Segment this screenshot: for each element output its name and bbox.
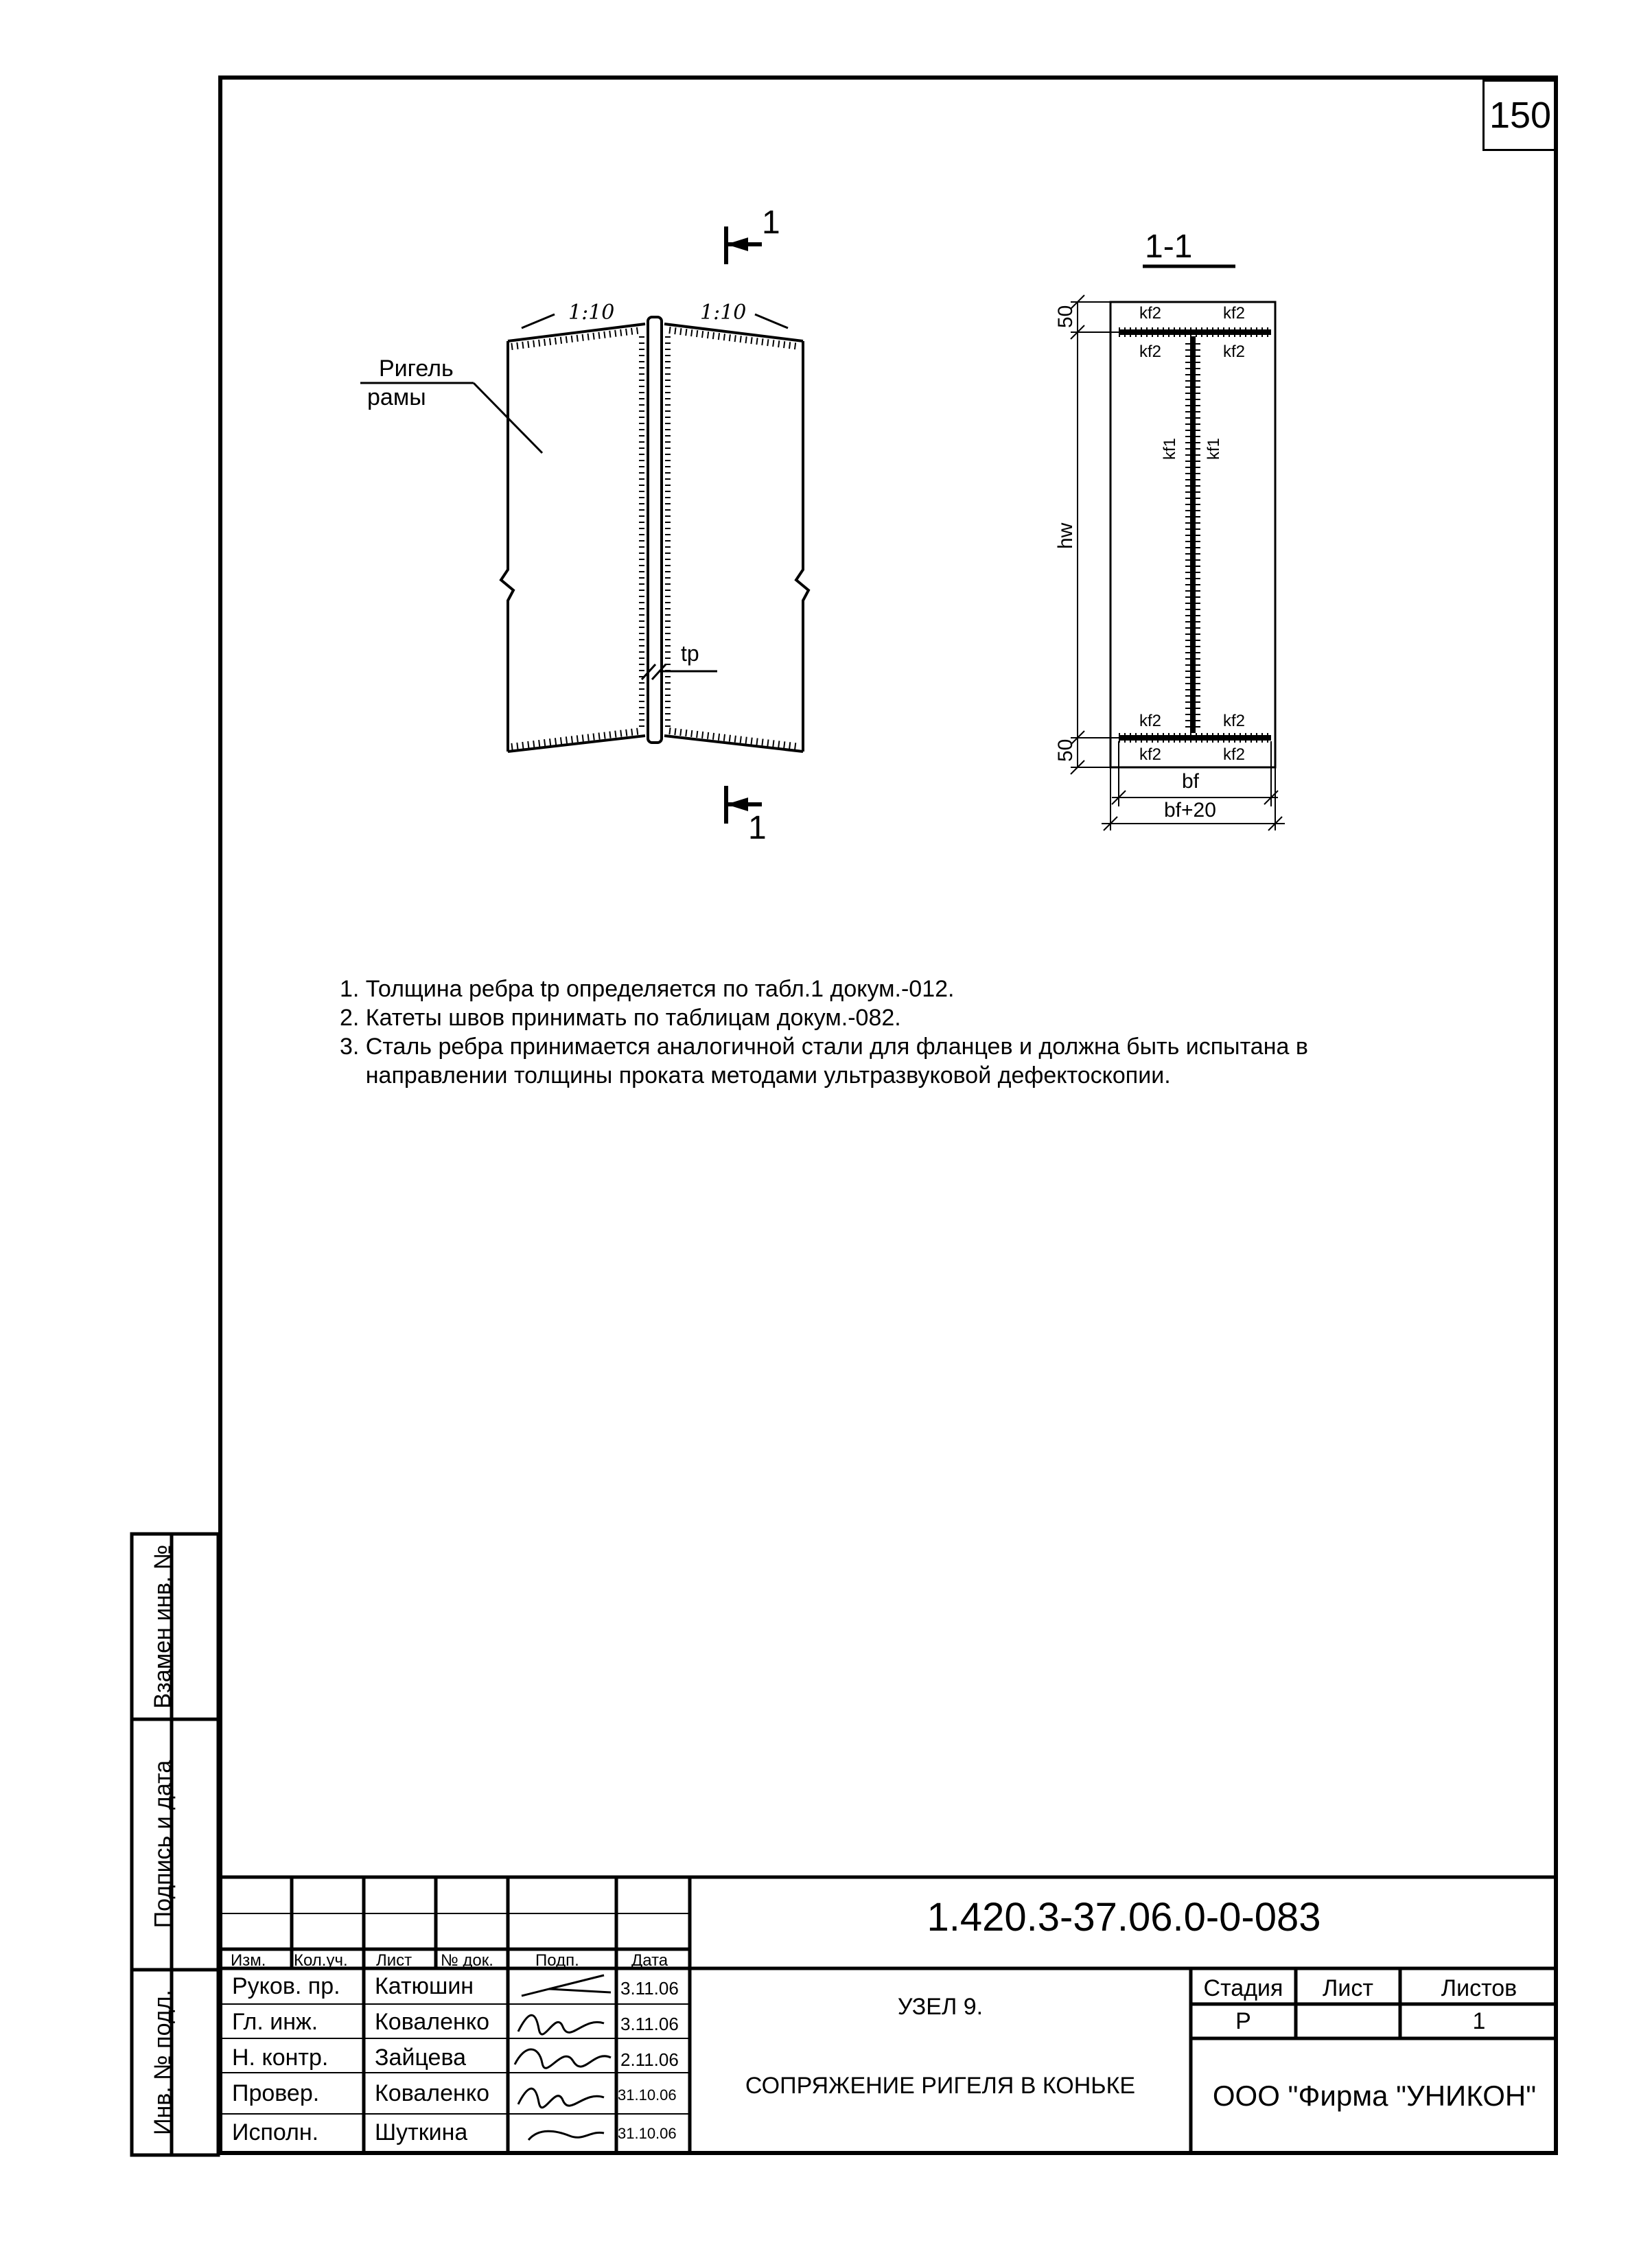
hdr-ndok: № док. <box>441 1951 493 1970</box>
row-2-role: Гл. инж. <box>232 2009 318 2035</box>
stage-value: Р <box>1235 2008 1251 2034</box>
signature-4 <box>518 2088 604 2108</box>
title-line-2: СОПРЯЖЕНИЕ РИГЕЛЯ В КОНЬКЕ <box>745 2073 1136 2099</box>
hdr-kol: Кол.уч. <box>294 1951 348 1970</box>
signature-5 <box>528 2131 604 2140</box>
section-mark-bottom-label: 1 <box>748 810 767 846</box>
slope-left: 1:10 <box>568 301 615 325</box>
dim-bf: bf <box>1182 770 1200 793</box>
section-title: 1-1 <box>1145 229 1193 265</box>
title-line-1: УЗЕЛ 9. <box>897 1994 984 2020</box>
row-4-name: Коваленко <box>375 2080 489 2106</box>
note-2: 2. Катеты швов принимать по таблицам докум.-082. <box>340 1005 901 1031</box>
label-rigel-1: Ригель <box>379 356 454 382</box>
signature-1 <box>522 1975 611 1996</box>
stage-label: Стадия <box>1203 1975 1283 2001</box>
side-podpis: Подпись и дата <box>150 1760 176 1929</box>
kf2-4: kf2 <box>1223 342 1246 361</box>
kf1-2: kf1 <box>1205 437 1223 460</box>
side-vzamen: Взамен инв. № <box>150 1544 176 1709</box>
row-5-role: Исполн. <box>232 2119 319 2145</box>
note-1: 1. Толщина ребра tp определяется по табл.1 докум.-012. <box>340 976 955 1002</box>
kf2-5: kf2 <box>1139 712 1162 730</box>
sheet-label: Лист <box>1323 1975 1373 2001</box>
hdr-data: Дата <box>631 1951 668 1970</box>
row-3-name: Зайцева <box>375 2045 467 2071</box>
dim-50-top: 50 <box>1054 305 1077 328</box>
dim-50-bottom: 50 <box>1054 738 1077 762</box>
kf2-3: kf2 <box>1139 342 1162 361</box>
row-5-date: 31.10.06 <box>618 2125 677 2142</box>
signature-3 <box>515 2049 611 2068</box>
hdr-izm: Изм. <box>231 1951 266 1970</box>
row-1-role: Руков. пр. <box>232 1973 340 1999</box>
doc-code: 1.420.3-37.06.0-0-083 <box>927 1895 1321 1940</box>
sheets-value: 1 <box>1472 2008 1486 2034</box>
kf2-7: kf2 <box>1139 745 1162 764</box>
side-inv: Инв. № подл. <box>150 1990 176 2135</box>
kf1-1: kf1 <box>1161 437 1179 460</box>
row-4-date: 31.10.06 <box>618 2086 677 2104</box>
kf2-1: kf2 <box>1139 304 1162 323</box>
row-4-role: Провер. <box>232 2080 320 2106</box>
hdr-podp: Подп. <box>535 1951 579 1970</box>
label-rigel-2: рамы <box>367 384 426 410</box>
slope-right: 1:10 <box>700 301 747 325</box>
row-5-name: Шуткина <box>375 2119 468 2145</box>
kf2-6: kf2 <box>1223 712 1246 730</box>
row-1-date: 3.11.06 <box>620 1978 679 1999</box>
kf2-8: kf2 <box>1223 745 1246 764</box>
section-mark-top-label: 1 <box>762 205 780 241</box>
signature-2 <box>518 2015 604 2034</box>
kf2-2: kf2 <box>1223 304 1246 323</box>
sheet-number: 150 <box>1482 80 1558 151</box>
row-2-name: Коваленко <box>375 2009 489 2035</box>
sheets-label: Листов <box>1441 1975 1517 2001</box>
row-2-date: 3.11.06 <box>620 2014 679 2034</box>
company: ООО "Фирма "УНИКОН" <box>1212 2080 1537 2112</box>
hdr-list: Лист <box>376 1951 412 1970</box>
signatures <box>508 1968 618 2155</box>
note-3: 3. Сталь ребра принимается аналогичной стали для фланцев и должна быть испытана в <box>340 1034 1308 1060</box>
row-3-date: 2.11.06 <box>620 2049 679 2070</box>
label-tp: tp <box>681 641 699 666</box>
row-3-role: Н. контр. <box>232 2045 329 2071</box>
dim-hw: hw <box>1054 522 1077 549</box>
note-4: направлении толщины проката методами ультразвуковой дефектоскопии. <box>340 1062 1171 1089</box>
row-1-name: Катюшин <box>375 1973 474 1999</box>
dim-bf20: bf+20 <box>1164 799 1216 822</box>
